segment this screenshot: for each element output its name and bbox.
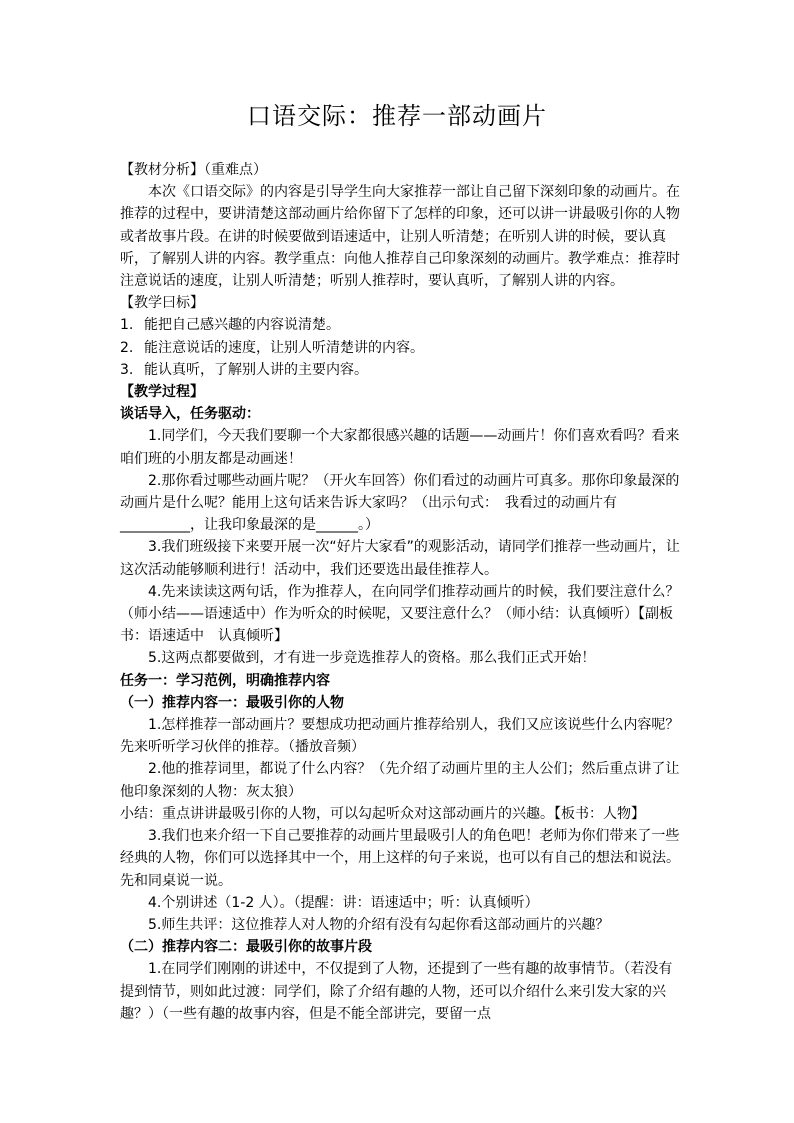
intro-heading: 谈话导入，任务驱动： — [120, 406, 260, 423]
sub1-paragraph: 1.怎样推荐一部动画片？要想成功把动画片推荐给别人，我们又应该说些什么内容呢？先来听听学习伙伴的推荐。（播放音频） — [120, 717, 680, 756]
sub1-paragraph: 4.个别讲述（1-2 人）。（提醒：讲：语速适中；听：认真倾听） — [148, 894, 539, 911]
process-heading: 【教学过程】 — [120, 384, 204, 401]
document-body — [120, 159, 680, 1025]
goal-text: 能注意说话的速度，让别人听清楚讲的内容。 — [144, 339, 424, 356]
sub2-paragraph: 1.在同学们刚刚的讲述中，不仅提到了人物，还提到了一些有趣的故事情节。（若没有提到情节，则如此过渡：同学们，除了介绍有趣的人物，还可以介绍什么来引发大家的兴趣？）（一些有趣的故事内容，但是不能全部讲完，要留一点 — [120, 961, 673, 1022]
intro-paragraph: 4.先来读读这两句话，作为推荐人，在向同学们推荐动画片的时候，我们要注意什么？（师小结——语速适中）作为听众的时候呢，又要注意什么？（师小结：认真倾听）【副板书：语速适中 认真倾听】 — [120, 583, 680, 645]
intro-paragraph: 1.同学们，今天我们要聊一个大家都很感兴趣的话题——动画片！你们喜欢看吗？看来咱们班的小朋友都是动画迷！ — [120, 428, 680, 467]
goal-number: 1. — [120, 317, 134, 334]
analysis-heading: 【教材分析】（重难点） — [120, 162, 267, 178]
sub2-heading: （二）推荐内容二：最吸引你的故事片段 — [120, 939, 372, 956]
task1-heading: 任务一：学习范例，明确推荐内容 — [120, 672, 330, 689]
sub1-paragraph: 5.师生共评：这位推荐人对人物的介绍有没有勾起你看这部动画片的兴趣？ — [148, 916, 610, 933]
intro-paragraph: 2.那你看过哪些动画片呢？（开火车回答）你们看过的动画片可真多。那你印象最深的动画片是什么呢？能用上这句话来告诉大家吗？（出示句式： 我看过的动画片有__________，让我印象最深的是______。） — [120, 472, 680, 534]
sub1-heading: （一）推荐内容一：最吸引你的人物 — [120, 694, 344, 711]
goals-heading: 【教学曰标】 — [120, 295, 204, 312]
goal-item — [120, 359, 680, 381]
goal-item — [120, 337, 680, 359]
sub1-paragraph: 3.我们也来介绍一下自己要推荐的动画片里最吸引人的角色吧！老师为你们带来了一些经典的人物，你们可以选择其中一个，用上这样的句子来说，也可以有自己的想法和说法。先和同桌说一说。 — [120, 828, 680, 889]
document-title: 口语交际：推荐一部动画片 — [247, 102, 547, 130]
goal-number: 3. — [120, 361, 134, 378]
summary-paragraph: 小结：重点讲讲最吸引你的人物，可以勾起听众对这部动画片的兴趣。【板书：人物】 — [120, 805, 645, 822]
goal-number: 2. — [120, 339, 134, 356]
goal-item — [120, 314, 680, 336]
goal-text: 能认真听，了解别人讲的主要内容。 — [144, 361, 368, 378]
goal-text: 能把自己感兴趣的内容说清楚。 — [144, 317, 340, 334]
analysis-paragraph: 本次《口语交际》的内容是引导学生向大家推荐一部让自己留下深刻印象的动画片。在推荐的过程中，要讲清楚这部动画片给你留下了怎样的印象，还可以讲一讲最吸引你的人物或者故事片段。在讲的时候要做到语速适中，让别人听清楚；在听别人讲的时候，要认真听，了解别人讲的内容。教学重点：向他人推荐自己印象深刻的动画片。教学难点：推荐时注意说话的速度，让别人听清楚；听别人推荐时，要认真听，了解别人讲的内容。 — [120, 184, 680, 290]
sub1-paragraph: 2.他的推荐词里，都说了什么内容？（先介绍了动画片里的主人公们；然后重点讲了让他印象深刻的人物：灰太狼） — [120, 761, 680, 800]
intro-paragraph: 3.我们班级接下来要开展一次“好片大家看”的观影活动，请同学们推荐一些动画片，让这次活动能够顺利进行！活动中，我们还要选出最佳推荐人。 — [120, 539, 680, 578]
intro-paragraph: 5.这两点都要做到，才有进一步竞选推荐人的资格。那么我们正式开始！ — [148, 650, 596, 667]
